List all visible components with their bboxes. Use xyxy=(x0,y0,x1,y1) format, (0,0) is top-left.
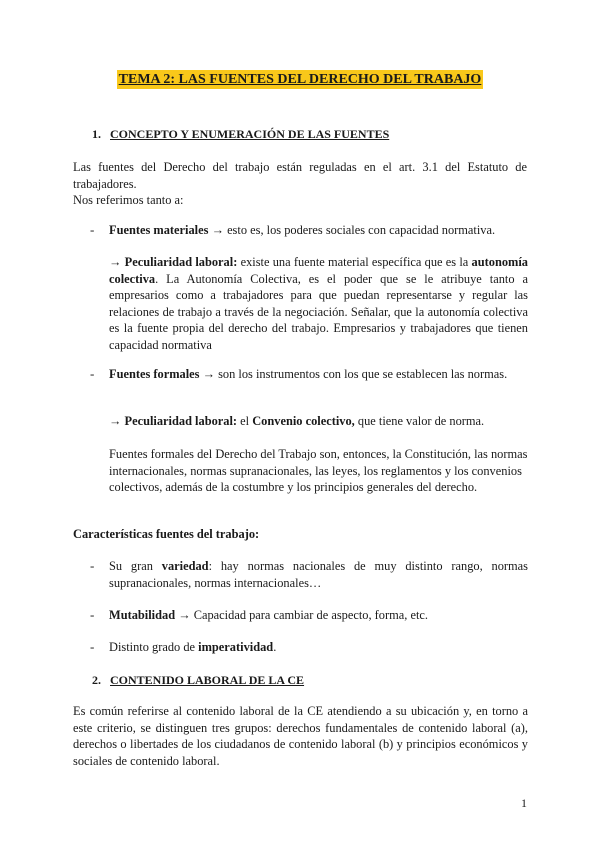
materiales-label: Fuentes materiales xyxy=(109,223,209,237)
arrow-right-icon: → xyxy=(178,608,191,622)
arrow-right-icon: → xyxy=(202,367,215,381)
section2-text: Es común referirse al contenido laboral de la CE atendiendo a su ubicación y, en torno a este criterio, se distinguen tres grupos: derechos fundamentales de contenido laboral (a), derechos o libertades de los ciudadanos de contenido laboral (b) y principios económicos y sociales de contenido laboral. xyxy=(73,704,528,768)
page-number: 1 xyxy=(521,796,527,810)
peculiaridad-label: Peculiaridad laboral: xyxy=(124,414,238,428)
title-container xyxy=(0,70,600,89)
peculiaridad-bold: Convenio colectivo, xyxy=(252,414,355,428)
formales-peculiaridad xyxy=(109,413,528,430)
item-post: . xyxy=(273,640,277,654)
peculiaridad-text1: el xyxy=(240,414,250,428)
item-pre: Distinto grado de xyxy=(109,640,196,654)
item-post: Capacidad para cambiar de aspecto, forma, etc. xyxy=(193,608,428,622)
bullet-dash: - xyxy=(90,558,95,573)
bullet-dash: - xyxy=(90,222,95,237)
peculiaridad-bold: autonomía colectiva xyxy=(109,255,528,286)
section1-number: 1. xyxy=(92,127,101,141)
arrow-right-icon: → xyxy=(109,414,122,428)
item-bold: imperatividad xyxy=(198,640,274,654)
peculiaridad-text1: existe una fuente material específica que es la xyxy=(240,255,469,269)
peculiaridad-label: Peculiaridad laboral: xyxy=(124,255,238,269)
formales-extra: Fuentes formales del Derecho del Trabajo son, entonces, la Constitución, las normas internacionales, normas supranacionales, las leyes, los reglamentos y los convenios colectivos, además de la costumbre y los principios generales del derecho. xyxy=(109,447,528,494)
intro-text: Las fuentes del Derecho del trabajo están reguladas en el art. 3.1 del Estatuto de trabajadores. xyxy=(73,160,527,191)
peculiaridad-text2: . La Autonomía Colectiva, es el poder que se le atribuye tanto a empresarios como a trabajadores para que puedan representarse y regular las relaciones de trabajo a través de la negociación. Señalar, que la autonomía colectiva es la fuente propia del derecho del trabajo. Empresarios y trabajadores que tienen capacidad normativa xyxy=(109,271,528,352)
intro2-text: Nos referimos tanto a: xyxy=(73,193,184,207)
caracteristicas-heading xyxy=(73,526,527,543)
section1-intro xyxy=(73,159,527,209)
caracteristica-item xyxy=(109,639,528,656)
caracteristica-item xyxy=(109,558,528,591)
item-bold: variedad xyxy=(161,559,209,573)
materiales-text: esto es, los poderes sociales con capacidad normativa. xyxy=(227,223,496,237)
formales-text: son los instrumentos con los que se establecen las normas. xyxy=(218,367,508,381)
arrow-right-icon: → xyxy=(211,223,224,237)
formales-item xyxy=(109,366,528,383)
arrow-right-icon: → xyxy=(109,255,122,269)
caracteristica-item xyxy=(109,607,528,624)
section2-heading: CONTENIDO LABORAL DE LA CE xyxy=(110,673,305,687)
bullet-dash: - xyxy=(90,639,95,654)
item-post: : hay normas nacionales de muy distinto rango, normas supranacionales, normas internacionales… xyxy=(109,559,528,590)
item-bold: Mutabilidad xyxy=(109,608,176,622)
formales-label: Fuentes formales xyxy=(109,367,200,381)
section2-number: 2. xyxy=(92,673,101,687)
peculiaridad-text2: que tiene valor de norma. xyxy=(357,414,485,428)
bullet-dash: - xyxy=(90,607,95,622)
item-pre: Su gran xyxy=(109,559,153,573)
caracteristicas-heading-text: Características fuentes del trabajo: xyxy=(73,527,260,541)
section1-heading: CONCEPTO Y ENUMERACIÓN DE LAS FUENTES xyxy=(110,127,390,141)
materiales-peculiaridad xyxy=(109,254,528,353)
page-title: TEMA 2: LAS FUENTES DEL DERECHO DEL TRABAJO xyxy=(118,72,482,87)
bullet-dash: - xyxy=(90,366,95,381)
materiales-item xyxy=(109,222,529,239)
